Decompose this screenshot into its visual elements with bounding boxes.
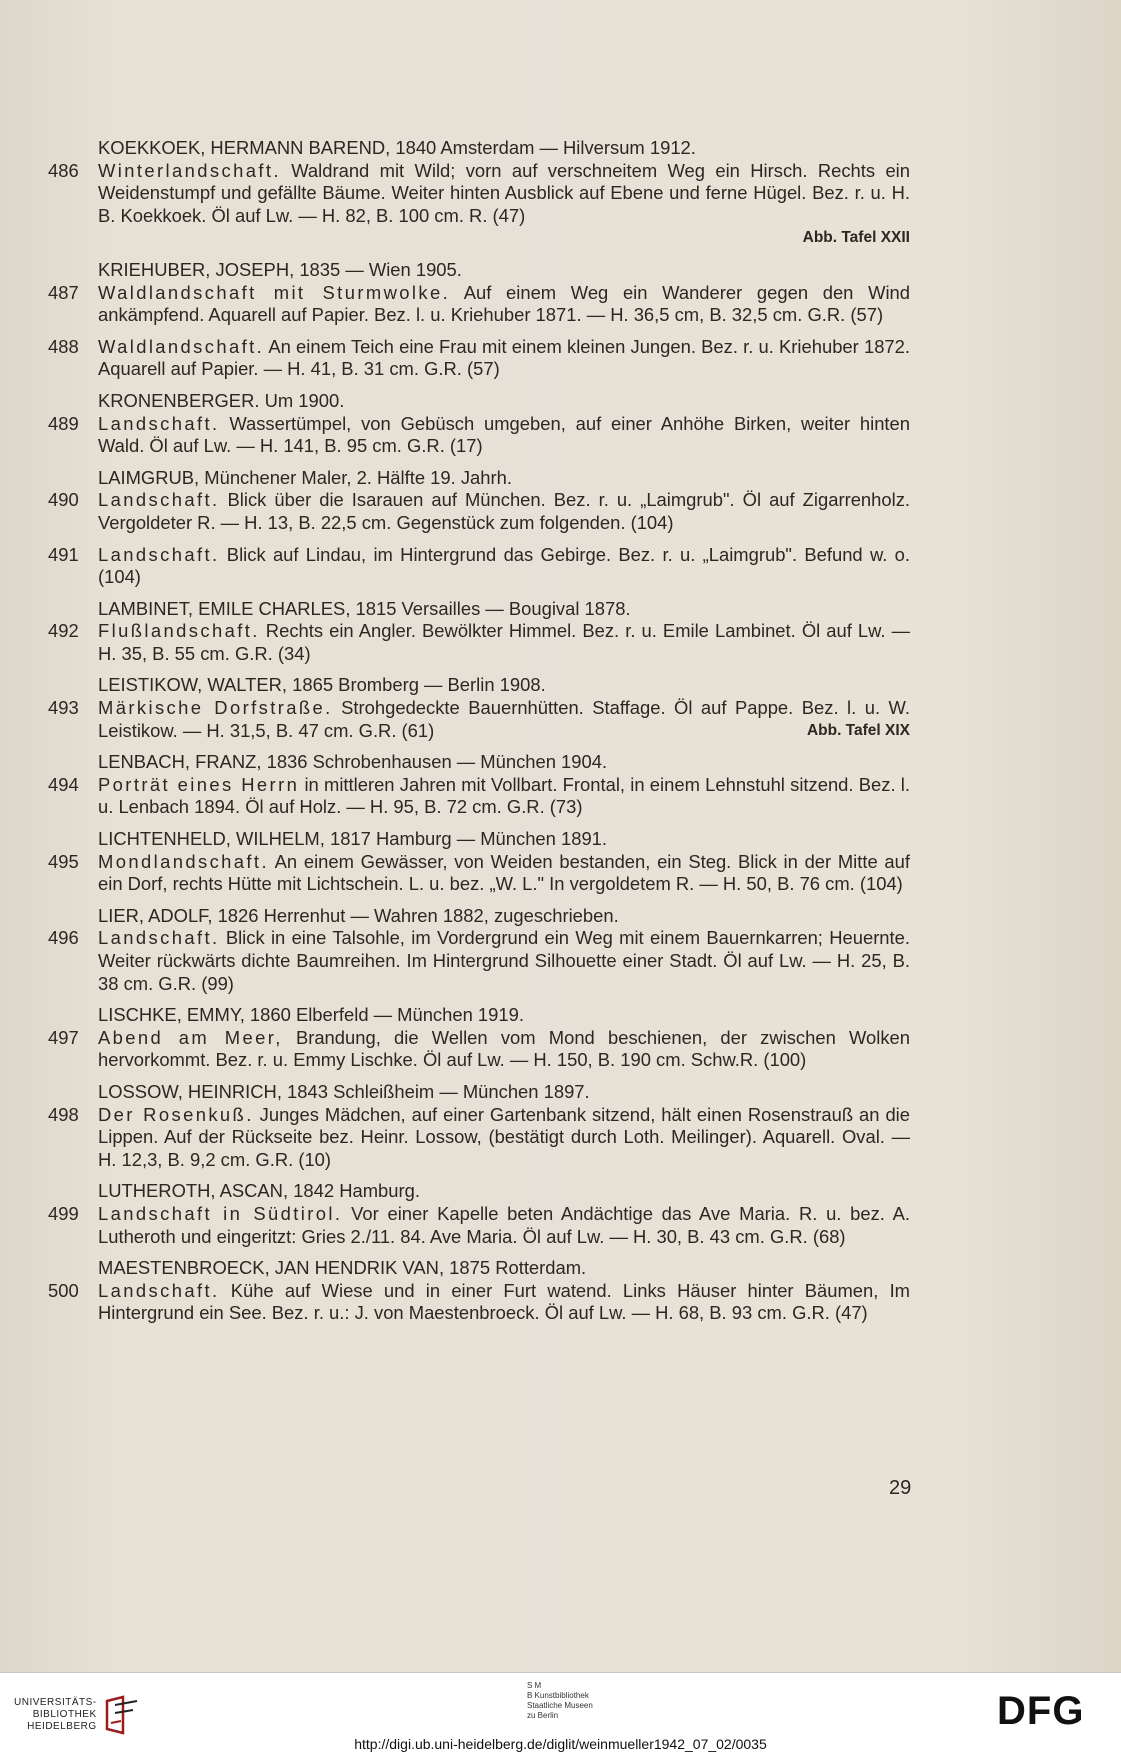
artist-heading: KOEKKOEK, HERMANN BAREND, 1840 Amsterdam — Hilversum 1912. <box>98 137 696 158</box>
lot-description <box>98 544 910 589</box>
lot-description <box>98 927 910 995</box>
lot-description <box>98 774 910 819</box>
lot-text: Rechts ein Angler. Bewölkter Himmel. Bez. r. u. Emile Lambinet. Öl auf Lw. — H. 35, B. 55 cm. G.R. (34) <box>98 620 910 664</box>
lot-text: Waldrand mit Wild; vorn auf verschneitem Weg ein Hirsch. Rechts ein Weidenstumpf und gefällte Bäume. Weiter hinten Ausblick auf Ebene und ferne Hügel. Bez. r. u. H. B. Koekkoek. Öl auf Lw. — H. 82, B. 100 cm. R. (47) <box>98 159 910 226</box>
source-url[interactable]: http://digi.ub.uni-heidelberg.de/diglit/weinmueller1942_07_02/0035 <box>354 1736 767 1752</box>
artist-heading: LISCHKE, EMMY, 1860 Elberfeld — München 1919. <box>98 1004 524 1026</box>
artist-heading: LENBACH, FRANZ, 1836 Schrobenhausen — München 1904. <box>98 751 608 773</box>
lot-title: Flußlandschaft. <box>98 620 260 642</box>
lot-number: 498 <box>48 1103 79 1125</box>
artist-heading: LAMBINET, EMILE CHARLES, 1815 Versailles — Bougival 1878. <box>98 597 631 619</box>
lot-title: Der Rosenkuß. <box>98 1103 254 1125</box>
lot-text: An einem Gewässer, von Weiden bestanden, ein Steg. Blick in der Mitte auf ein Dorf, rechts Hütte mit Lichtschein. L. u. bez. „W. L." In vergoldetem R. — H. 50, B. 76 cm. (104) <box>98 850 910 895</box>
uni-line-1: UNIVERSITÄTS- <box>14 1697 97 1708</box>
lot-description <box>98 1203 910 1248</box>
catalog-entry <box>48 1280 910 1325</box>
lot-text: Blick über die Isarauen auf München. Bez. r. u. „Laimgrub". Öl auf Zigarrenholz. Vergoldeter R. — H. 13, B. 22,5 cm. Gegenstück zum folgenden. (104) <box>98 489 910 533</box>
lot-number: 489 <box>48 412 79 434</box>
lot-title: Waldlandschaft mit Sturmwolke. <box>98 281 451 303</box>
uni-line-2: BIBLIOTHEK <box>32 1709 97 1720</box>
lot-title: Winterlandschaft. <box>98 159 281 181</box>
artist-heading: KRONENBERGER. Um 1900. <box>98 389 345 411</box>
lot-text: Blick auf Lindau, im Hintergrund das Gebirge. Bez. r. u. „Laimgrub". Befund w. o. (104) <box>98 543 910 588</box>
lot-title: Waldlandschaft. <box>98 335 265 357</box>
university-library-logo[interactable] <box>14 1695 141 1735</box>
plate-reference: Abb. Tafel XIX <box>806 721 910 739</box>
artist-heading: LICHTENHELD, WILHELM, 1817 Hamburg — München 1891. <box>98 828 608 850</box>
lot-description <box>98 851 910 896</box>
catalog-entry <box>48 1027 910 1072</box>
lot-title: Landschaft. <box>98 412 220 434</box>
catalog-entry <box>48 282 910 327</box>
lot-number: 499 <box>48 1202 79 1224</box>
lot-text: Vor einer Kapelle beten Andächtige das Ave Maria. R. u. bez. A. Lutheroth und eingeritzt: Gries 2./11. 84. Ave Maria. Öl auf Lw. — H. 30, B. 43 cm. G.R. (68) <box>98 1202 910 1247</box>
footer-bar <box>0 1672 1121 1755</box>
lot-number: 486 <box>48 159 79 181</box>
sm-line-1: S M <box>527 1681 542 1690</box>
lot-title: Märkische Dorfstraße. <box>98 697 333 719</box>
lot-description <box>98 413 910 458</box>
artist-heading: LOSSOW, HEINRICH, 1843 Schleißheim — München 1897. <box>98 1080 590 1102</box>
catalog-entry <box>48 413 910 458</box>
catalog-entry <box>48 1203 910 1248</box>
lot-text: Blick in eine Talsohle, im Vordergrund ein Weg mit einem Bauernkarren; Heuernte. Weiter rückwärts dichte Baumreihen. Im Hintergrund Silhouette einer Stadt. Öl auf Lw. — H. 25, B. 38 cm. G.R. (99) <box>98 927 910 994</box>
artist-heading: LUTHEROTH, ASCAN, 1842 Hamburg. <box>98 1180 420 1202</box>
lot-text: Wassertümpel, von Gebüsch umgeben, auf einer Anhöhe Birken, weiter hinten Wald. Öl auf Lw. — H. 141, B. 95 cm. G.R. (17) <box>98 412 910 457</box>
lot-description <box>98 336 910 381</box>
lot-number: 497 <box>48 1026 79 1048</box>
lot-number: 492 <box>48 620 79 642</box>
lot-number: 487 <box>48 281 79 303</box>
artist-heading: LEISTIKOW, WALTER, 1865 Bromberg — Berlin 1908. <box>98 674 546 696</box>
heidelberg-emblem-icon <box>103 1695 141 1735</box>
uni-line-3: HEIDELBERG <box>27 1721 97 1732</box>
catalog-entry <box>48 927 910 995</box>
catalog-entry <box>48 697 910 742</box>
lot-number: 495 <box>48 850 79 872</box>
sm-line-4: zu Berlin <box>527 1711 559 1720</box>
lot-number: 500 <box>48 1279 79 1301</box>
lot-number: 491 <box>48 543 79 565</box>
catalog-entry <box>48 489 910 534</box>
catalog-entry <box>48 544 910 589</box>
catalog-entry <box>48 1104 910 1172</box>
catalog-entry <box>48 851 910 896</box>
lot-number: 494 <box>48 773 79 795</box>
lot-title: Landschaft. <box>98 927 220 949</box>
catalog-entries <box>48 137 910 1334</box>
lot-text: Brandung, die Wellen vom Mond beschienen, der zwischen Wolken hervorkommt. Bez. r. u. Emmy Lischke. Öl auf Lw. — H. 150, B. 190 cm. Schw.R. (100) <box>98 1026 910 1071</box>
lot-description <box>98 697 910 742</box>
lot-number: 493 <box>48 697 79 719</box>
sm-line-2: B Kunstbibliothek <box>527 1691 589 1700</box>
lot-description <box>98 1280 910 1325</box>
artist-heading: LIER, ADOLF, 1826 Herrenhut — Wahren 1882, zugeschrieben. <box>98 904 619 926</box>
lot-description <box>98 1104 910 1172</box>
lot-title: Landschaft. <box>98 1279 220 1301</box>
lot-title: Landschaft. <box>98 489 220 511</box>
lot-description <box>98 1027 910 1072</box>
lot-text: An einem Teich eine Frau mit einem kleinen Jungen. Bez. r. u. Kriehuber 1872. Aquarell auf Papier. — H. 41, B. 31 cm. G.R. (57) <box>98 335 910 380</box>
lot-title: Abend am Meer, <box>98 1026 283 1048</box>
lot-description <box>98 160 910 250</box>
artist-heading: KRIEHUBER, JOSEPH, 1835 — Wien 1905. <box>98 258 462 280</box>
lot-number: 488 <box>48 335 79 357</box>
smb-kunstbibliothek-logo[interactable] <box>527 1681 593 1721</box>
dfg-logo[interactable]: DFG <box>997 1689 1085 1733</box>
lot-text: Auf einem Weg ein Wanderer gegen den Wind ankämpfend. Aquarell auf Papier. Bez. l. u. Kriehuber 1871. — H. 36,5 cm, B. 32,5 cm. G.R. (57) <box>98 281 910 326</box>
lot-description <box>98 282 910 327</box>
lot-title: Porträt eines Herrn <box>98 773 300 795</box>
plate-reference: Abb. Tafel XXII <box>802 229 910 247</box>
catalog-entry <box>48 160 910 250</box>
catalog-entry <box>48 620 910 665</box>
lot-title: Landschaft in Südtirol. <box>98 1202 343 1224</box>
lot-title: Landschaft. <box>98 543 220 565</box>
lot-title: Mondlandschaft. <box>98 850 269 872</box>
catalog-entry <box>48 336 910 381</box>
lot-number: 496 <box>48 927 79 949</box>
catalog-entry <box>48 774 910 819</box>
sm-line-3: Staatliche Museen <box>527 1701 593 1710</box>
artist-heading: LAIMGRUB, Münchener Maler, 2. Hälfte 19. Jahrh. <box>98 466 512 488</box>
lot-number: 490 <box>48 489 79 511</box>
page-number: 29 <box>889 1477 912 1499</box>
lot-text: Strohgedeckte Bauernhütten. Staffage. Öl auf Pappe. Bez. l. u. W. Leistikow. — H. 31,5, B. 47 cm. G.R. (61) <box>98 697 911 741</box>
lot-text: Kühe auf Wiese und in einer Furt watend. Links Häuser hinter Bäumen, Im Hintergrund ein See. Bez. r. u.: J. von Maestenbroeck. Öl auf Lw. — H. 68, B. 93 cm. G.R. (47) <box>98 1279 910 1324</box>
lot-description <box>98 620 910 665</box>
lot-text: Junges Mädchen, auf einer Gartenbank sitzend, hält einen Rosenstrauß an die Lippen. Auf der Rückseite bez. Heinr. Lossow, (bestätigt durch Loth. Meilinger). Aquarell. Oval. — H. 12,3, B. 9,2 cm. G.R. (10) <box>98 1103 910 1170</box>
lot-text: in mittleren Jahren mit Vollbart. Frontal, in einem Lehnstuhl sitzend. Bez. l. u. Lenbach 1894. Öl auf Holz. — H. 95, B. 72 cm. G.R. (73) <box>98 773 910 818</box>
lot-description <box>98 489 910 534</box>
artist-heading: MAESTENBROECK, JAN HENDRIK VAN, 1875 Rotterdam. <box>98 1257 587 1279</box>
